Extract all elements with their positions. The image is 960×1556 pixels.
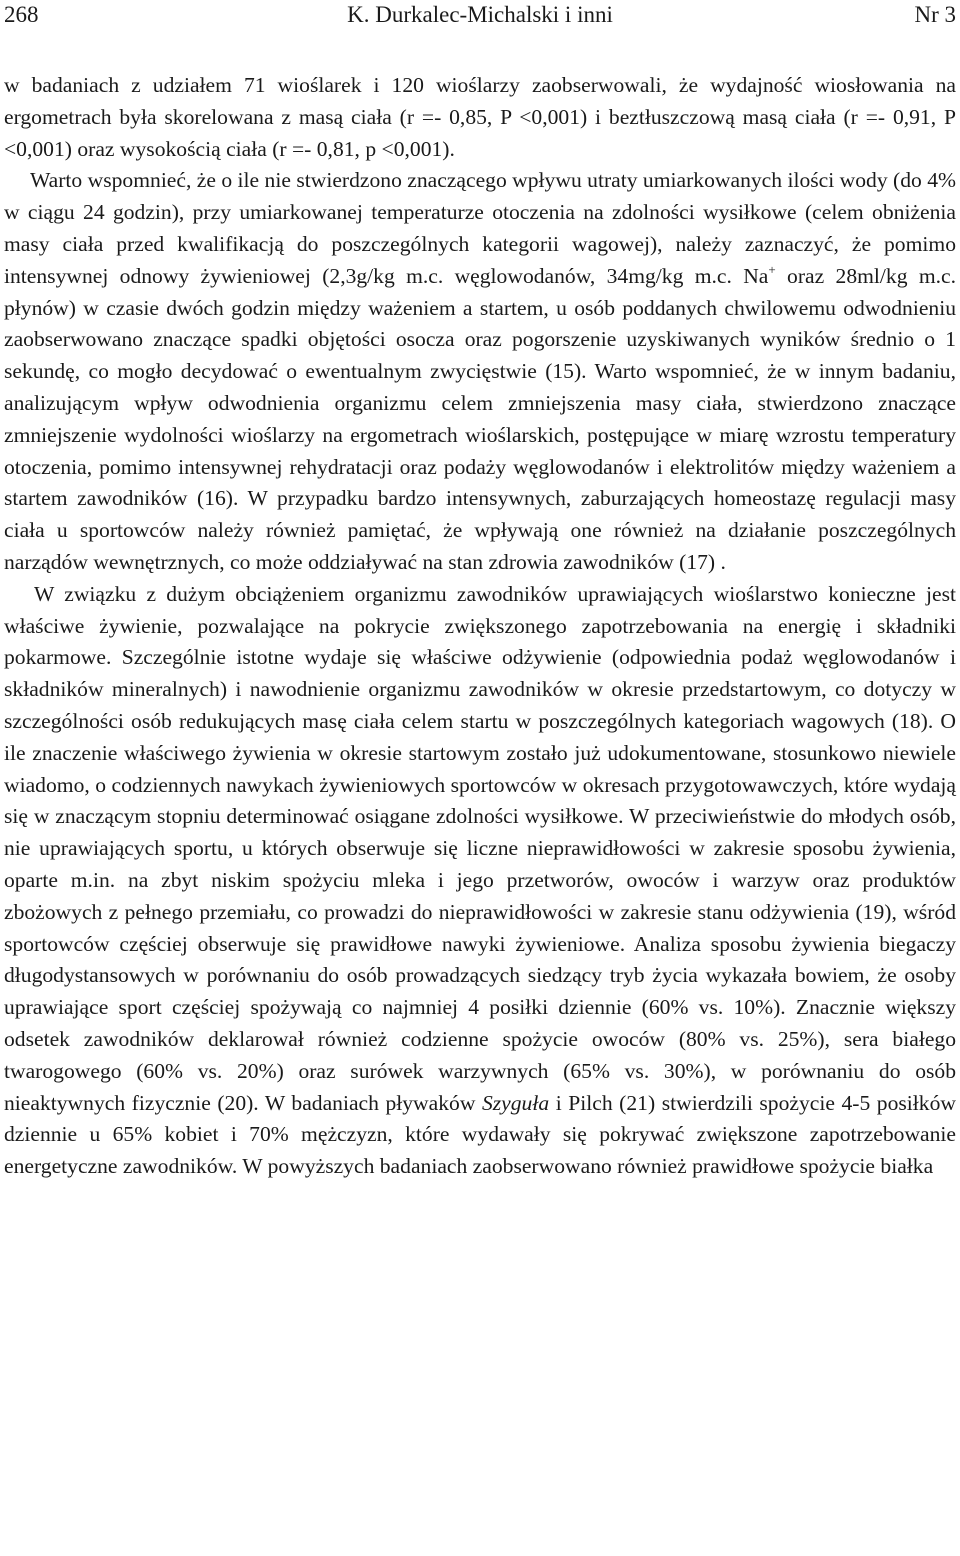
journal-page: [4, 0, 956, 1183]
superscript-plus: +: [768, 261, 776, 277]
running-header-authors: K. Durkalec-Michalski i inni: [347, 2, 613, 27]
paragraph-3-text-b: i Pilch (21) stwierdzili spożycie 4-5 posiłków dziennie u 65% kobiet i 70% mężczyzn, które wydawały się pokrywać zwiększone zapotrzebowanie energetyczne zawodników. W powyższych badaniach zaobserwowano również prawidłowe spożycie białka: [4, 1090, 956, 1179]
paragraph-3: [4, 579, 956, 1183]
article-body: [4, 70, 956, 1183]
paragraph-2-text-a: Warto wspomnieć, że o ile nie stwierdzono znaczącego wpływu utraty umiarkowanych ilości wody (do 4% w ciągu 24 godzin), przy umiarkowanej temperaturze otoczenia na zdolności wysiłkowe (celem obniżenia masy ciała przed kwalifikacją do poszczególnych kategorii wagowej), należy zaznaczyć, że pomimo intensywnej odnowy żywieniowej (2,3g/kg m.c. węglowodanów, 34mg/kg m.c. Na: [4, 168, 956, 288]
running-header: [4, 0, 956, 46]
issue-number: Nr 3: [914, 2, 956, 27]
paragraph-2: [4, 165, 956, 578]
paragraph-3-text-a: W związku z dużym obciążeniem organizmu zawodników uprawiających wioślarstwo konieczne jest właściwe żywienie, pozwalające na pokrycie zwiększonego zapotrzebowania na energię i składniki pokarmowe. Szczególnie istotne wydaje się właściwe odżywienie (odpowiednia podaż węglowodanów i składników mineralnych) i nawodnienie organizmu zawodników w okresie przedstartowym, co dotyczy w szczególności osób redukujących masę ciała celem startu w poszczególnych kategoriach wagowych (18). O ile znaczenie właściwego żywienia w okresie startowym zostało już udokumentowane, stosunkowo niewiele wiadomo, o codziennych nawykach żywieniowych sportowców w okresach przygotowawczych, które wydają się w znaczącym stopniu determinować osiągane zdolności wysiłkowe. W przeciwieństwie do młodych osób, nie uprawiających sportu, u których obserwuje się liczne nieprawidłowości w zakresie sposobu żywienia, oparte m.in. na zbyt niskim spożyciu mleka i jego przetworów, owoców i warzyw oraz produktów zbożowych z pełnego przemiału, co prowadzi do nieprawidłowości w zakresie stanu odżywienia (19), wśród sportowców częściej obserwuje się prawidłowe nawyki żywieniowe. Analiza sposobu żywienia biegaczy długodystansowych w porównaniu do osób prowadzących siedzący tryb życia wykazała bowiem, że osoby uprawiające sport częściej spożywają co najmniej 4 posiłki dziennie (60% vs. 10%). Znacznie większy odsetek zawodników deklarował również codzienne spożycie owoców (80% vs. 25%), sera białego twarogowego (60% vs. 20%) oraz surówek warzywnych (65% vs. 30%), w porównaniu do osób nieaktywnych fizycznie (20). W badaniach pływaków: [4, 581, 956, 1115]
paragraph-1: w badaniach z udziałem 71 wioślarek i 120 wioślarzy zaobserwowali, że wydajność wiosłowania na ergometrach była skorelowana z masą ciała (r =- 0,85, P <0,001) i beztłuszczową masą ciała (r =- 0,91, P <0,001) oraz wysokością ciała (r =- 0,81, p <0,001).: [4, 73, 956, 161]
author-name-italic: Szyguła: [481, 1090, 550, 1115]
paragraph-2-text-b: oraz 28ml/kg m.c. płynów) w czasie dwóch godzin między ważeniem a startem, u osób poddanych chwilowemu odwodnieniu zaobserwowano znaczące spadki objętości osocza oraz pogorszenie uzyskiwanych wyników średnio o 1 sekundę, co mogło decydować o ewentualnym zwycięstwie (15). Warto wspomnieć, że w innym badaniu, analizującym wpływ odwodnienia organizmu celem zmniejszenia masy ciała, stwierdzono znaczące zmniejszenie wydolności wioślarzy na ergometrach wioślarskich, postępujące w miarę wzrostu temperatury otoczenia, pomimo intensywnej rehydratacji oraz podaży węglowodanów i elektrolitów między ważeniem a startem zawodników (16). W przypadku bardzo intensywnych, zaburzających homeostazę regulacji masy ciała u sportowców należy również pamiętać, że wpływają one również na działanie poszczególnych narządów wewnętrznych, co może oddziaływać na stan zdrowia zawodników (17) .: [4, 263, 956, 574]
page-number: 268: [4, 2, 39, 27]
